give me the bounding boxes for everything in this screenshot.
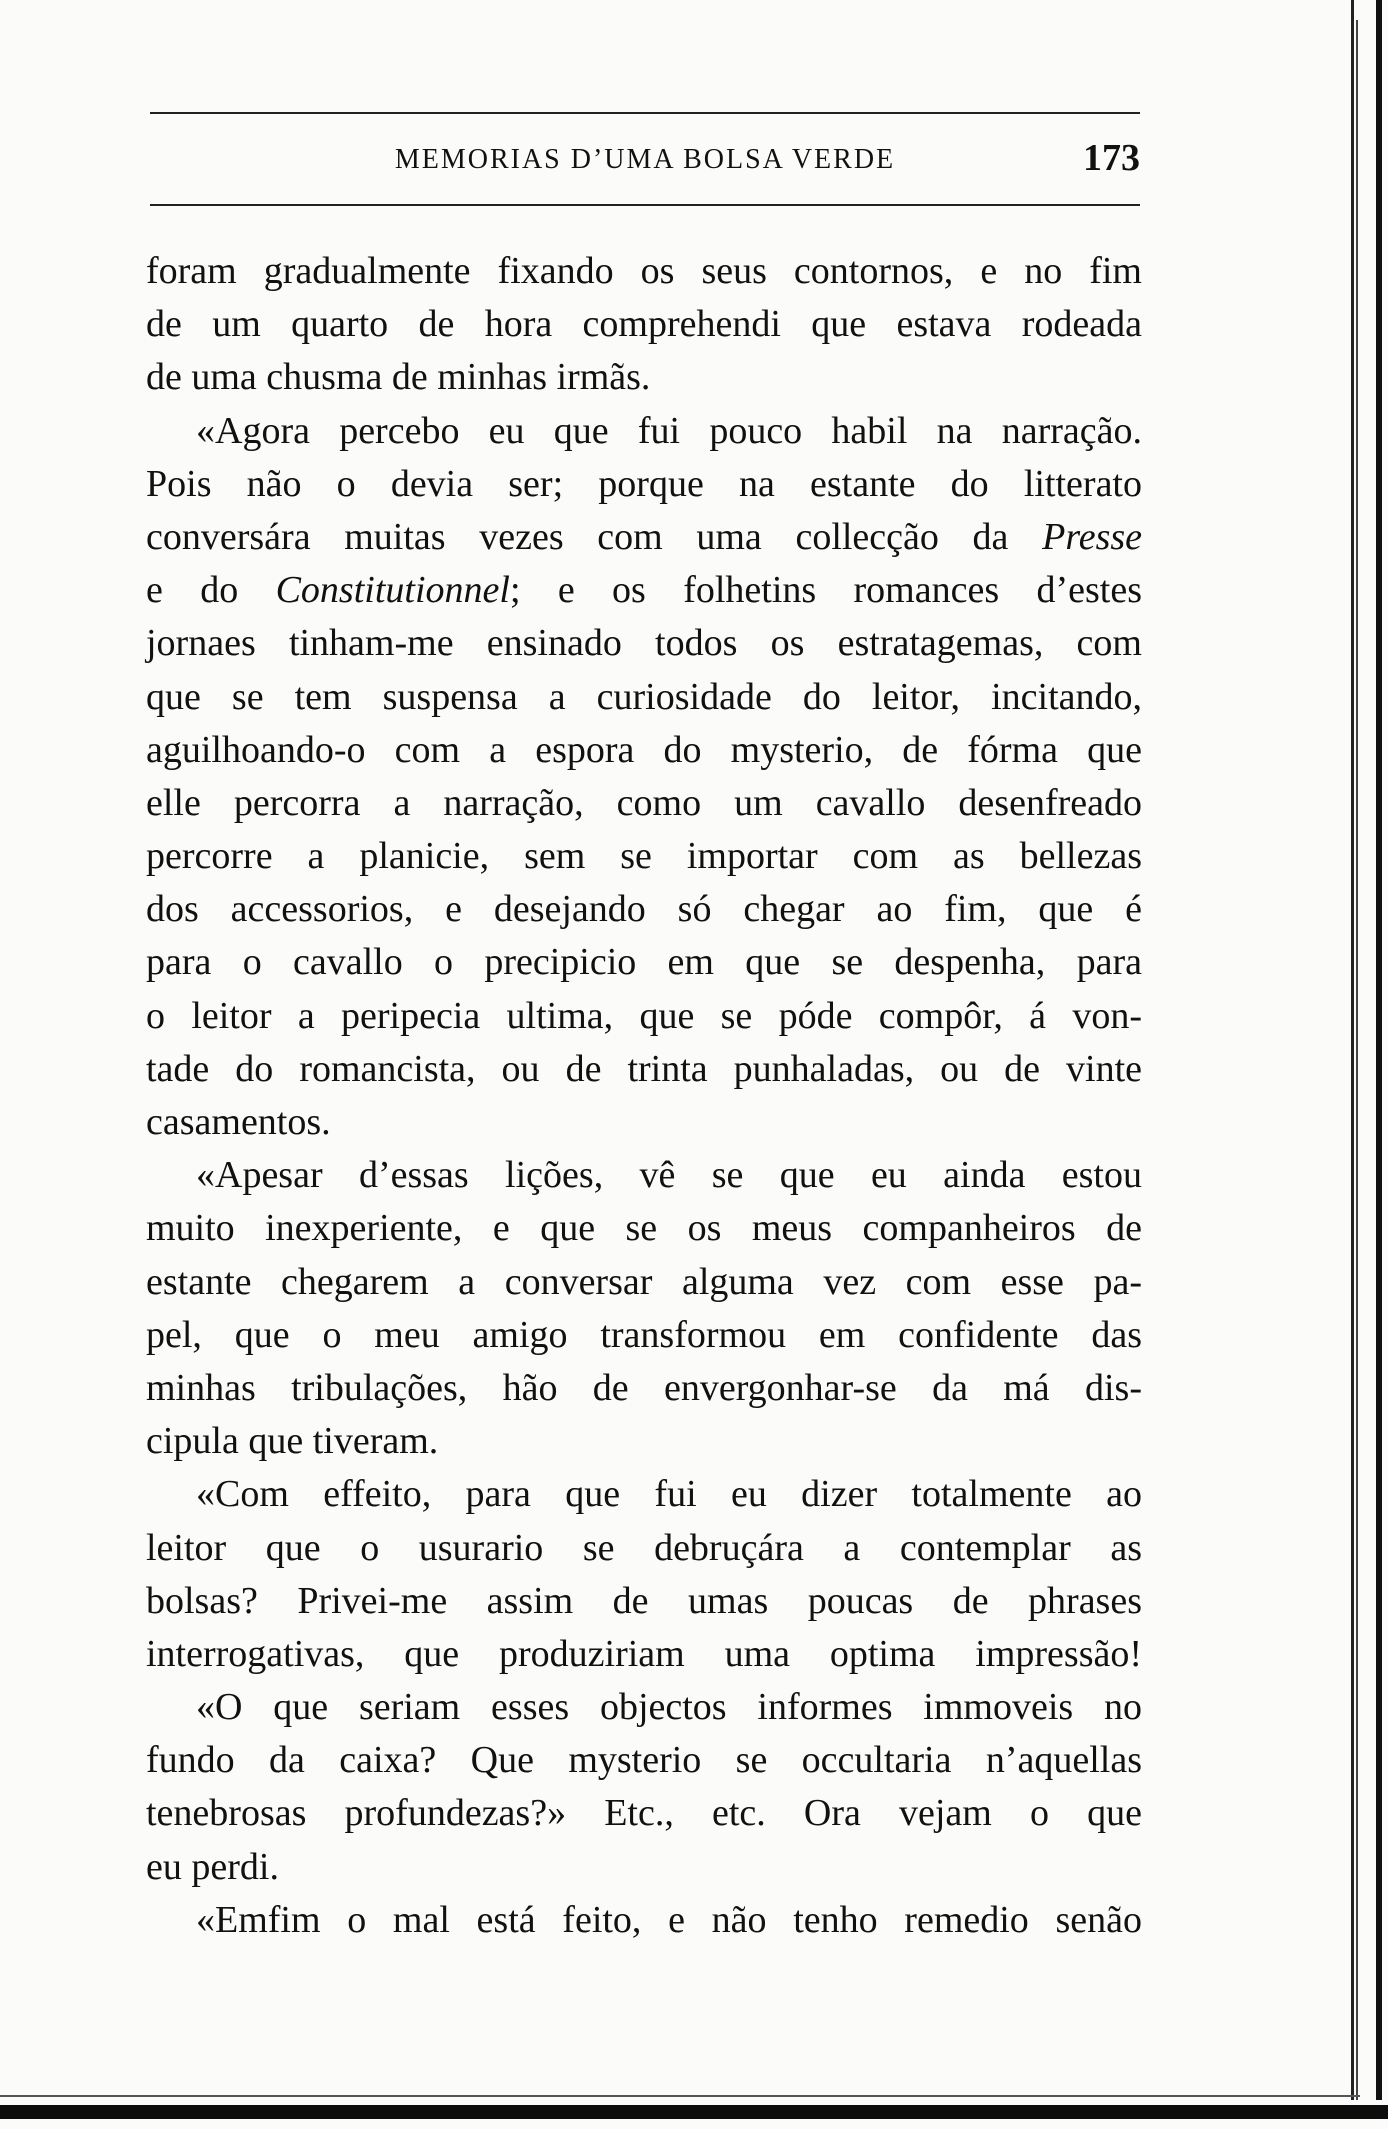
text-line-part: conversára muitas vezes com uma collecção da xyxy=(146,515,1009,558)
text-line: cipula que tiveram. xyxy=(146,1420,439,1463)
italic-presse: Presse xyxy=(1042,515,1143,558)
text-line: elle percorra a narração, como um cavallo desenfreado xyxy=(146,781,1142,824)
text-line-part: ; e os folhetins romances d’estes xyxy=(509,569,1143,612)
text-line: «Emfim o mal está feito, e não tenho remedio senão xyxy=(196,1898,1142,1941)
italic-constitutionnel: Constitutionnel xyxy=(275,569,510,612)
text-line: tenebrosas profundezas?» Etc., etc. Ora vejam o que xyxy=(146,1792,1142,1835)
text-line xyxy=(146,511,1142,564)
text-line: para o cavallo o precipicio em que se despenha, para xyxy=(146,941,1142,984)
text-line: bolsas? Privei-me assim de umas poucas de phrases xyxy=(146,1579,1142,1622)
text-line: leitor que o usurario se debruçára a contemplar as xyxy=(146,1526,1142,1569)
page-number: 173 xyxy=(1083,137,1140,179)
text-line: pel, que o meu amigo transformou em confidente das xyxy=(146,1313,1142,1356)
text-line: interrogativas, que produziriam uma optima impressão! xyxy=(146,1632,1142,1675)
text-line: Pois não o devia ser; porque na estante do litterato xyxy=(146,462,1142,505)
text-line: fundo da caixa? Que mysterio se occultaria n’aquellas xyxy=(146,1739,1142,1782)
text-line: o leitor a peripecia ultima, que se póde compôr, á von- xyxy=(146,994,1142,1037)
text-line: muito inexperiente, e que se os meus companheiros de xyxy=(146,1207,1142,1250)
text-line: «Apesar d’essas lições, vê se que eu ainda estou xyxy=(196,1154,1142,1197)
page-header xyxy=(150,136,1140,186)
text-line-part: e do xyxy=(146,569,239,612)
text-line: jornaes tinham-me ensinado todos os estratagemas, com xyxy=(146,622,1142,665)
text-line xyxy=(146,564,1142,617)
page-edge-bottom xyxy=(0,2105,1388,2119)
text-line: minhas tribulações, hão de envergonhar-se da má dis- xyxy=(146,1366,1142,1409)
text-line: que se tem suspensa a curiosidade do leitor, incitando, xyxy=(146,675,1142,718)
header-top-rule xyxy=(150,112,1140,114)
text-line: «Com effeito, para que fui eu dizer totalmente ao xyxy=(196,1473,1142,1516)
text-line: dos accessorios, e desejando só chegar ao fim, que é xyxy=(146,888,1142,931)
text-line: de uma chusma de minhas irmãs. xyxy=(146,356,651,399)
page-edge-line xyxy=(1356,20,1358,2100)
text-line: «O que seriam esses objectos informes immoveis no xyxy=(196,1686,1142,1729)
running-head: MEMORIAS D’UMA BOLSA VERDE xyxy=(394,144,896,175)
text-line: casamentos. xyxy=(146,1101,331,1143)
text-line: de um quarto de hora comprehendi que estava rodeada xyxy=(146,303,1142,346)
text-line: estante chegarem a conversar alguma vez com esse pa- xyxy=(146,1260,1142,1303)
header-bottom-rule xyxy=(150,204,1140,206)
text-line: eu perdi. xyxy=(146,1845,279,1888)
text-line: foram gradualmente fixando os seus contornos, e no fim xyxy=(146,250,1142,292)
page-edge-bottom-line xyxy=(0,2095,1360,2097)
text-line: tade do romancista, ou de trinta punhaladas, ou de vinte xyxy=(146,1047,1142,1090)
text-line: aguilhoando-o com a espora do mysterio, de fórma que xyxy=(146,728,1142,771)
body-text xyxy=(146,245,1142,1947)
text-line: percorre a planicie, sem se importar com as bellezas xyxy=(146,835,1142,878)
text-line: «Agora percebo eu que fui pouco habil na narração. xyxy=(196,409,1142,452)
